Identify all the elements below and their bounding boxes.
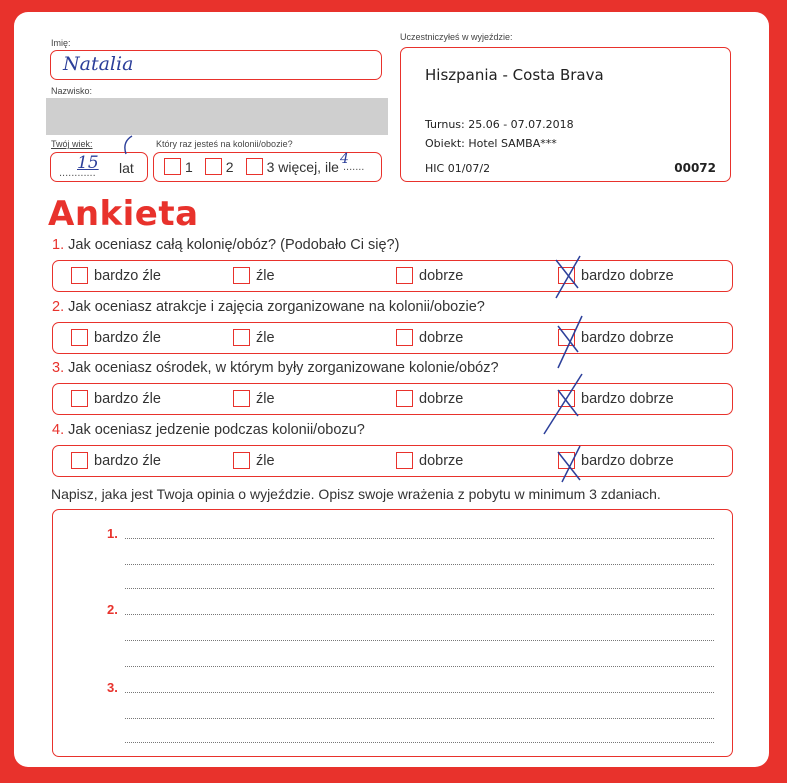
opinion-box[interactable]	[52, 509, 733, 757]
uczestniczyles-label: Uczestniczyłeś w wyjeździe:	[400, 32, 513, 42]
checkbox-1[interactable]	[164, 158, 181, 175]
wiek-value: 15	[77, 153, 99, 173]
writing-line	[125, 538, 714, 539]
trip-obiekt: Obiekt: Hotel SAMBA***	[425, 137, 557, 150]
q1-zle-checkbox[interactable]	[233, 267, 250, 284]
writing-line	[125, 718, 714, 719]
answers-3: bardzo źle źle dobrze bardzo dobrze	[52, 383, 733, 415]
nazwisko-redacted	[46, 98, 388, 135]
writing-line	[125, 564, 714, 565]
q3-zle-checkbox[interactable]	[233, 390, 250, 407]
q1-dobrze-checkbox[interactable]	[396, 267, 413, 284]
trip-number: 00072	[674, 161, 716, 175]
imie-value: Natalia	[63, 53, 134, 75]
ktory-raz-value: 4	[340, 151, 349, 167]
wiek-label: Twój wiek:	[51, 139, 93, 149]
option-1-label: 1	[185, 158, 193, 175]
option-2-label: 2	[225, 158, 234, 175]
writing-line	[125, 692, 714, 693]
trip-info-box	[400, 47, 731, 182]
q4-bardzo-zle-checkbox[interactable]	[71, 452, 88, 469]
q1-handwritten-x	[550, 252, 590, 302]
imie-field[interactable]	[50, 50, 382, 80]
handwriting-stroke	[118, 134, 138, 158]
survey-sheet	[14, 12, 769, 767]
opinion-number-3: 3.	[107, 680, 118, 695]
q4-handwritten-x	[552, 442, 592, 486]
answers-2: bardzo źle źle dobrze bardzo dobrze	[52, 322, 733, 354]
writing-line	[125, 742, 714, 743]
answers-1: bardzo źle źle dobrze bardzo dobrze	[52, 260, 733, 292]
wiek-unit: lat	[119, 160, 134, 176]
question-2: 2. Jak oceniasz atrakcje i zajęcia zorganizowane na kolonii/obozie?	[52, 299, 485, 315]
q3-handwritten-x	[538, 370, 588, 438]
checkbox-2[interactable]	[205, 158, 222, 175]
writing-line	[125, 614, 714, 615]
q3-dobrze-checkbox[interactable]	[396, 390, 413, 407]
opinion-number-2: 2.	[107, 602, 118, 617]
trip-code: HIC 01/07/2	[425, 162, 491, 175]
imie-label: Imię:	[51, 38, 71, 48]
trip-destination: Hiszpania - Costa Brava	[425, 66, 604, 84]
q4-dobrze-checkbox[interactable]	[396, 452, 413, 469]
q2-dobrze-checkbox[interactable]	[396, 329, 413, 346]
nazwisko-label: Nazwisko:	[51, 86, 93, 96]
question-3: 3. Jak oceniasz ośrodek, w którym były zorganizowane kolonie/obóz?	[52, 360, 499, 376]
question-4: 4. Jak oceniasz jedzenie podczas kolonii/obozu?	[52, 422, 365, 438]
ktory-raz-label: Który raz jesteś na kolonii/obozie?	[156, 139, 293, 149]
checkbox-3[interactable]	[246, 158, 263, 175]
wiek-dots: ............	[59, 167, 96, 179]
writing-line	[125, 588, 714, 589]
question-1: 1. Jak oceniasz całą kolonię/obóz? (Podobało Ci się?)	[52, 237, 400, 253]
writing-line	[125, 640, 714, 641]
q4-zle-checkbox[interactable]	[233, 452, 250, 469]
trip-turnus: Turnus: 25.06 - 07.07.2018	[425, 118, 574, 131]
opinion-number-1: 1.	[107, 526, 118, 541]
q2-zle-checkbox[interactable]	[233, 329, 250, 346]
option-3-label: 3 więcej, ile	[266, 158, 339, 175]
q2-handwritten-x	[550, 312, 590, 372]
q3-bardzo-zle-checkbox[interactable]	[71, 390, 88, 407]
opinion-prompt: Napisz, jaka jest Twoja opinia o wyjeździe. Opisz swoje wrażenia z pobytu w minimum 3 zdaniach.	[51, 486, 661, 502]
survey-title: Ankieta	[48, 194, 199, 234]
answers-4: bardzo źle źle dobrze bardzo dobrze	[52, 445, 733, 477]
ktory-raz-field: 1 2 3 więcej, ile ....... 4	[153, 152, 382, 182]
q1-bardzo-zle-checkbox[interactable]	[71, 267, 88, 284]
writing-line	[125, 666, 714, 667]
q2-bardzo-zle-checkbox[interactable]	[71, 329, 88, 346]
